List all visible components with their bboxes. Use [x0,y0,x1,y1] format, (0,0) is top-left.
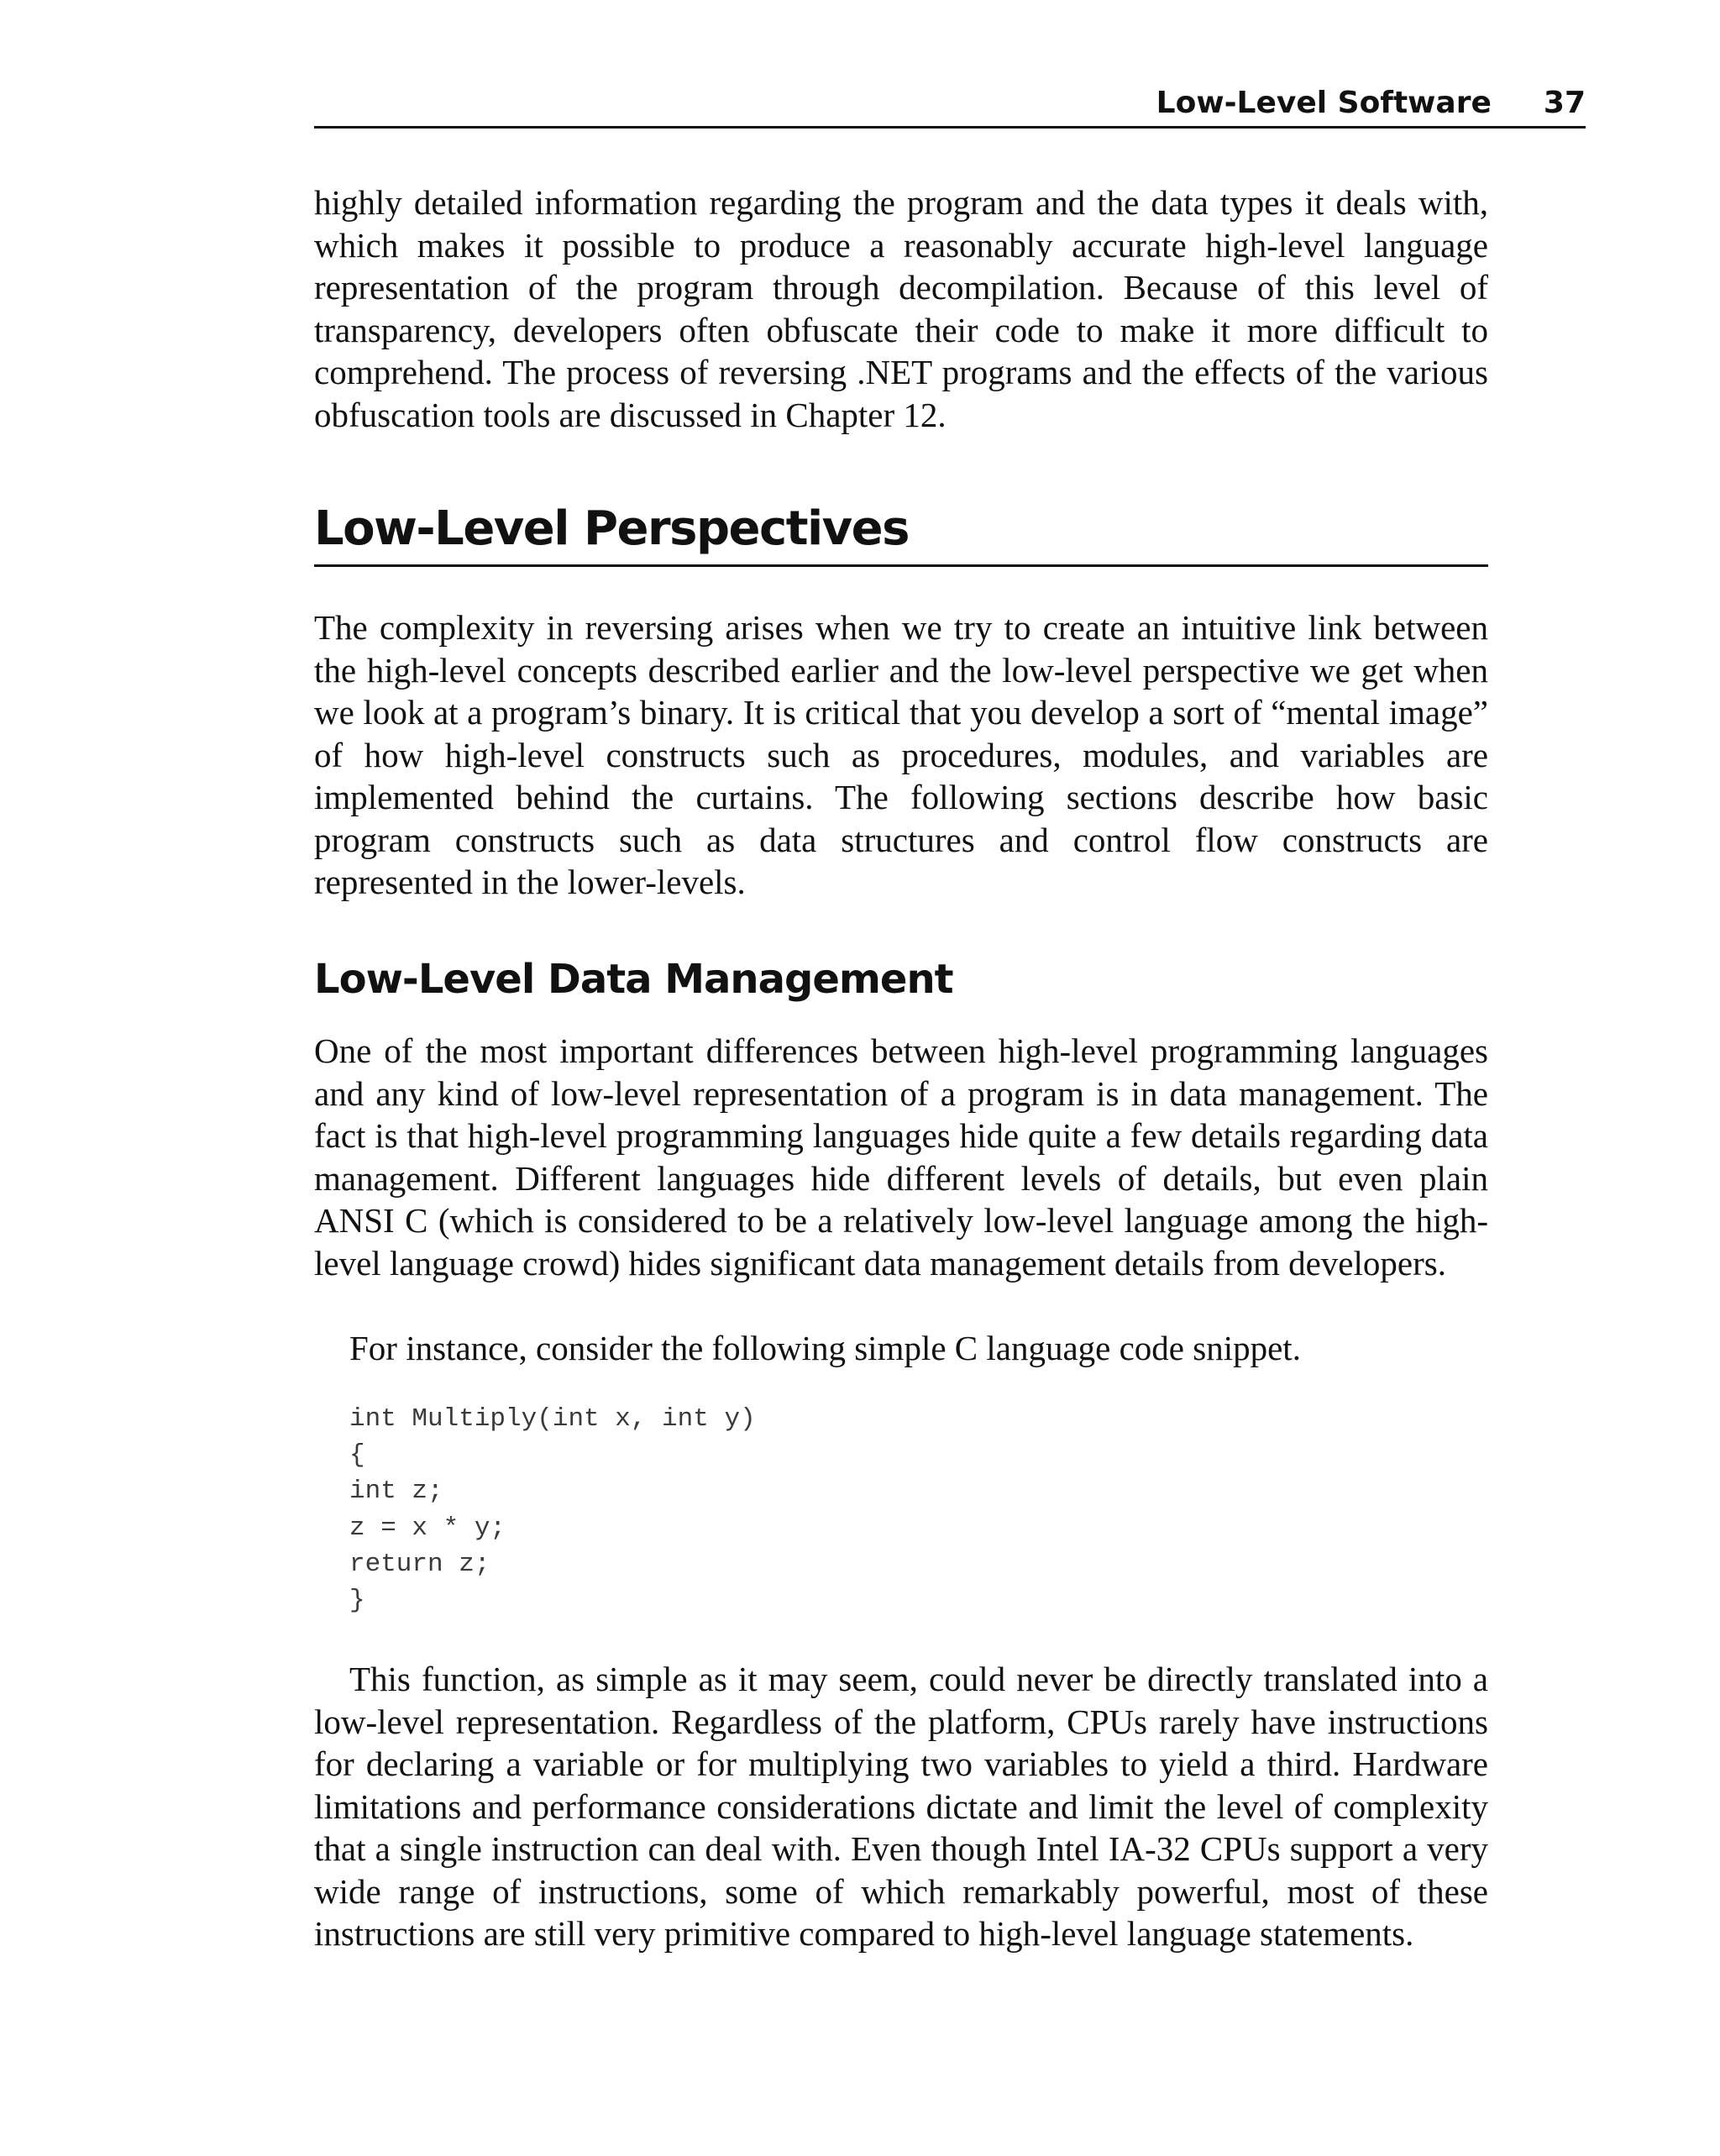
code-line: int z; [349,1477,443,1507]
code-listing [349,1401,756,1618]
subsection-paragraph-2: For instance, consider the following simple C language code snippet. [349,1329,1301,1367]
code-line: return z; [349,1549,490,1579]
code-line: int Multiply(int x, int y) [349,1404,756,1434]
subsection-paragraph-1: One of the most important differences between high-level programming languages and any kind of low-level representation of a program is in data management. The fact is that high-level programming languages hide quite a few details regarding data management. Different languages hide different levels of details, but even plain ANSI C (which is considered to be a relatively low-level language among the high-level language crowd) hides significant data management details from developers. [314,1031,1488,1283]
page-number: 37 [1543,86,1586,120]
running-title: Low-Level Software [1156,86,1492,120]
running-header [314,81,1586,129]
intro-paragraph: highly detailed information regarding the program and the data types it deals with, which makes it possible to produce a reasonably accurate high-level language representation of the program through decompilation. Because of this level of transparency, developers often obfuscate their code to make it more difficult to comprehend. The process of reversing .NET programs and the effects of the various obfuscation tools are discussed in Chapter 12. [314,183,1488,434]
section-paragraph: The complexity in reversing arises when we try to create an intuitive link between the high-level concepts described earlier and the low-level perspective we get when we look at a program’s binary. It is critical that you develop a sort of “mental image” of how high-level constructs such as procedures, modules, and variables are implemented behind the curtains. The following sections describe how basic program constructs such as data structures and control flow constructs are represented in the lower-levels. [314,608,1488,901]
code-line: } [349,1586,365,1616]
section-heading: Low-Level Perspectives [314,499,1488,567]
subsection-paragraph-3: This function, as simple as it may seem, could never be directly translated into a low-level representation. Regardless of the platform, CPUs rarely have instructions for declaring a variable or for multiplying two variables to yield a third. Hardware limitations and performance considerations dictate and limit the level of complexity that a single instruction can deal with. Even though Intel IA-32 CPUs support a very wide range of instructions, some of which remarkably powerful, most of these instructions are still very primitive compared to high-level language statements. [314,1660,1488,1953]
code-line: z = x * y; [349,1513,506,1543]
subsection-heading: Low-Level Data Management [314,956,953,1003]
code-line: { [349,1440,365,1471]
